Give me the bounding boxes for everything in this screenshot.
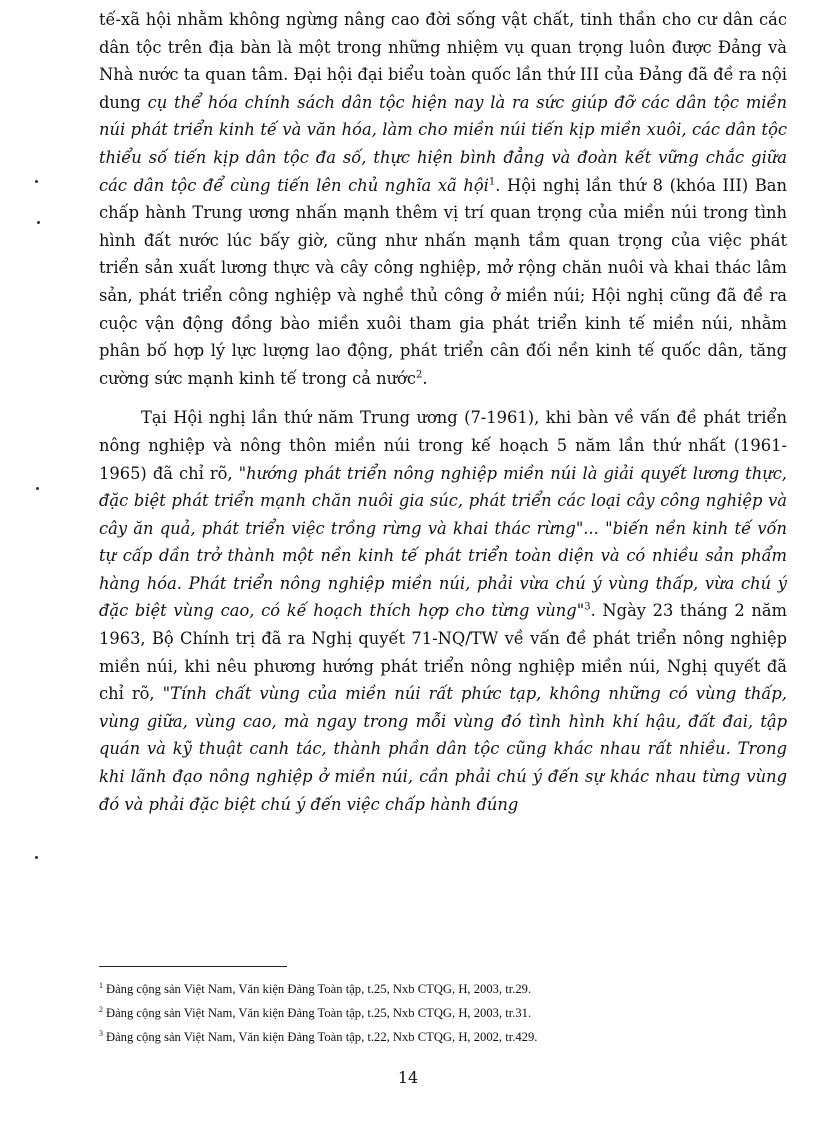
footnote-mark: 2 bbox=[99, 1004, 103, 1014]
body-text bbox=[99, 6, 787, 818]
footnote-2 bbox=[99, 1001, 787, 1025]
text-run: . Hội nghị lần thứ 8 (khóa III) Ban chấp hành Trung ương nhấn mạnh thêm vị trí quan trọng của miền núi trong tình hình đất nước lúc bấy giờ, cũng như nhấn mạnh tầm quan trọng của việc phát triển sản xuất lương thực và cây công nghiệp, mở rộng chăn nuôi và khai thác lâm sản, phát triển công nghiệp và nghề thủ công ở miền núi; Hội nghị cũng đã đề ra cuộc vận động đồng bào miền xuôi tham gia phát triển kinh tế miền núi, nhằm phân bố hợp lý lực lượng lao động, phát triển cân đối nền kinh tế quốc dân, tăng cường sức mạnh kinh tế trong cả nước bbox=[99, 175, 787, 388]
footnote-1 bbox=[99, 977, 787, 1001]
footnote-text: Đảng cộng sản Việt Nam, Văn kiện Đảng Toàn tập, t.22, Nxb CTQG, H, 2002, tr.429. bbox=[106, 1030, 538, 1044]
italic-quote: cụ thể hóa chính sách dân tộc hiện nay là ra sức giúp đỡ các dân tộc miền núi phát triển kinh tế và văn hóa, làm cho miền núi tiến kịp miền xuôi, các dân tộc thiểu số tiến kịp dân tộc đa số, thực hiện bình đẳng và đoàn kết vững chắc giữa các dân tộc để cùng tiến lên chủ nghĩa xã hội bbox=[99, 92, 787, 195]
paragraph-1 bbox=[99, 6, 787, 392]
scan-speck bbox=[37, 221, 40, 224]
footnote-text: Đảng cộng sản Việt Nam, Văn kiện Đảng Toàn tập, t.25, Nxb CTQG, H, 2003, tr.29. bbox=[106, 982, 532, 996]
footnote-mark: 1 bbox=[99, 980, 103, 990]
footnotes bbox=[99, 977, 787, 1049]
italic-quote: Tính chất vùng của miền núi rất phức tạp, không những có vùng thấp, vùng giữa, vùng cao, mà ngay trong mỗi vùng đó tình hình khí hậu, đất đai, tập quán và kỹ thuật canh tác, thành phần dân tộc cũng khác nhau rất nhiều. Trong khi lãnh đạo nông nghiệp ở miền núi, cần phải chú ý đến sự khác nhau từng vùng đó và phải đặc biệt chú ý đến việc chấp hành đúng bbox=[99, 684, 787, 814]
text-run: . bbox=[422, 368, 428, 388]
footnote-mark: 3 bbox=[99, 1028, 103, 1038]
scan-speck bbox=[35, 856, 38, 859]
footnote-text: Đảng cộng sản Việt Nam, Văn kiện Đảng Toàn tập, t.25, Nxb CTQG, H, 2003, tr.31. bbox=[106, 1006, 532, 1020]
text-run: . Ngày 23 tháng 2 năm 1963, Bộ Chính trị đã ra Nghị quyết 71-NQ/TW về vấn đề phát triển nông nghiệp miền núi, khi nêu phương hướng phát triển nông nghiệp miền núi, Nghị quyết đã chỉ rõ, " bbox=[99, 601, 787, 704]
text-run: Tại Hội nghị lần thứ năm Trung ương (7-1961), khi bàn về vấn đề phát triển nông nghiệp và nông thôn miền núi trong kế hoạch 5 năm lần thứ nhất (1961- 1965) đã chỉ rõ, " bbox=[99, 408, 787, 483]
footnote-reference: 3 bbox=[584, 602, 591, 614]
footnote-divider bbox=[99, 966, 287, 967]
footnote-reference: 2 bbox=[415, 369, 423, 381]
paragraph-2 bbox=[99, 404, 787, 818]
page-number: 14 bbox=[397, 1068, 419, 1087]
text-run: tế-xã hội nhằm không ngừng nâng cao đời sống vật chất, tinh thần cho cư dân các dân tộc trên địa bàn là một trong những nhiệm vụ quan trọng luôn được Đảng và Nhà nước ta quan tâm. Đại hội đại biểu toàn quốc lần thứ III của Đảng đã đề ra nội dung bbox=[99, 10, 787, 112]
footnote-reference: 1 bbox=[488, 176, 496, 188]
scan-speck bbox=[35, 180, 38, 183]
footnote-3 bbox=[99, 1025, 787, 1049]
text-run: " bbox=[576, 601, 585, 621]
italic-quote: hướng phát triển nông nghiệp miền núi là giải quyết lương thực, đặc biệt phát triển mạnh chăn nuôi gia súc, phát triển các loại cây công nghiệp và cây ăn quả, phát triển việc trồng rừng và khai thác rừng"... "biến nền kinh tế vốn tự cấp dần trở thành một nền kinh tế phát triển toàn diện và có nhiều sản phẩm hàng hóa. Phát triển nông nghiệp miền núi, phải vừa chú ý vùng thấp, vừa chú ý đặc biệt vùng cao, có kế hoạch thích hợp cho từng vùng bbox=[99, 463, 787, 621]
scan-speck bbox=[36, 487, 39, 490]
